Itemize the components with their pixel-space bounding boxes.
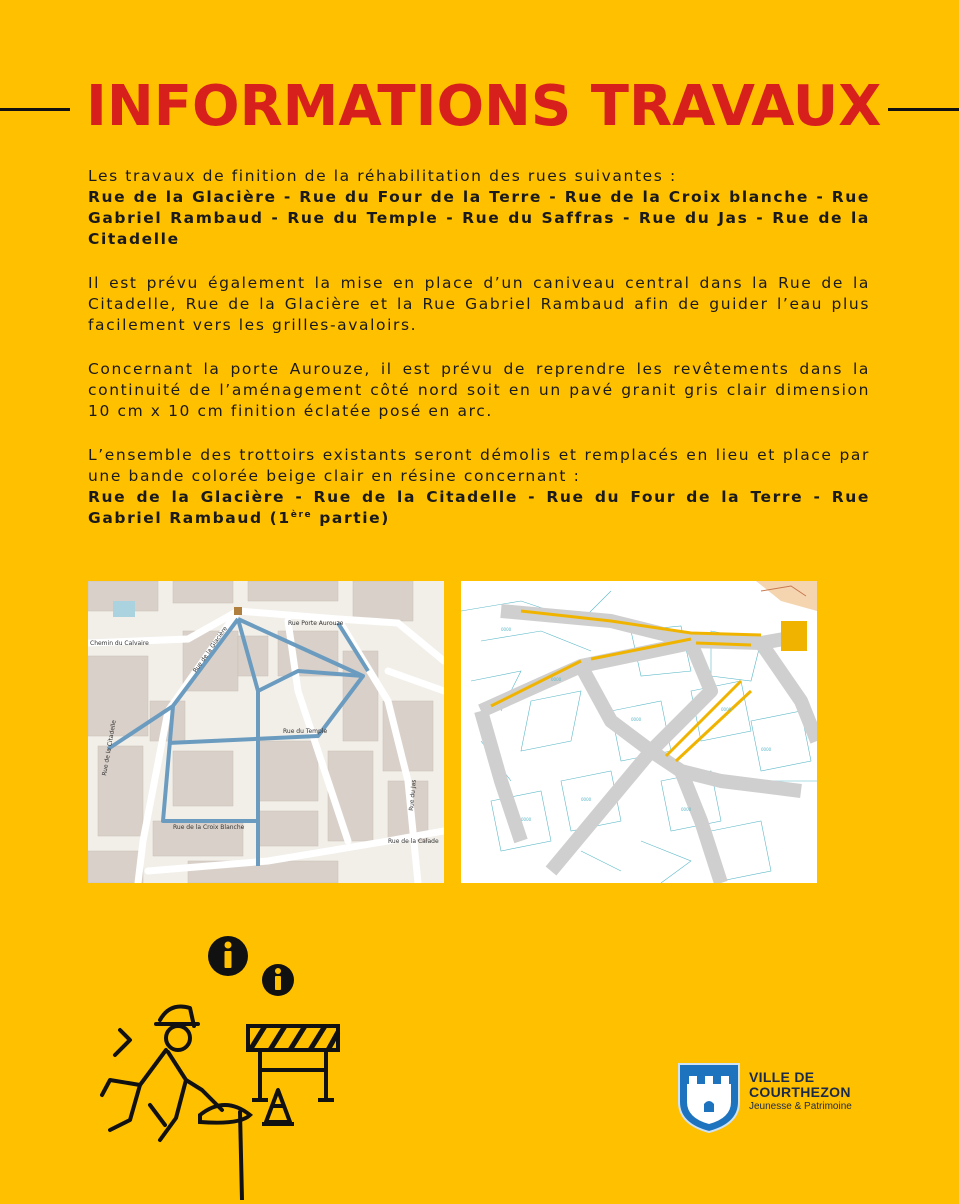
logo-text bbox=[749, 1070, 852, 1112]
paragraph-porte-aurouze: Concernant la porte Aurouze, il est prévu de reprendre les revêtements dans la continuité de l’aménagement côté nord soit en un pavé granit gris clair dimension 10 cm x 10 cm finition éclatée posé en arc. bbox=[88, 360, 870, 420]
courthezon-shield-logo bbox=[677, 1062, 741, 1134]
paragraph-trottoirs bbox=[88, 445, 870, 529]
streets-intro: Les travaux de finition de la réhabilitation des rues suivantes : bbox=[88, 167, 677, 185]
map-label-temple: Rue du Temple bbox=[283, 728, 328, 735]
worker-illustration bbox=[90, 930, 360, 1200]
road-barrier-icon bbox=[248, 1026, 338, 1100]
map-label-porte-aurouze: Rue Porte Aurouze bbox=[288, 620, 344, 627]
paragraph-streets bbox=[88, 166, 870, 250]
logo-line1: VILLE DE bbox=[749, 1069, 815, 1085]
logo-tagline: Jeunesse & Patrimoine bbox=[749, 1101, 852, 1112]
map-label-calvaire: Chemin du Calvaire bbox=[90, 640, 149, 647]
svg-text:0000: 0000 bbox=[761, 747, 772, 752]
dirt-pile bbox=[200, 1105, 250, 1123]
map-label-glaciere: Rue de la Glacière bbox=[191, 625, 229, 675]
svg-text:0000: 0000 bbox=[521, 817, 532, 822]
svg-text:0000: 0000 bbox=[501, 627, 512, 632]
info-icon bbox=[208, 936, 248, 976]
map-label-croix-blanche: Rue de la Croix Blanche bbox=[173, 824, 245, 831]
streets-list: Rue de la Glacière - Rue du Four de la Terre - Rue de la Croix blanche - Rue Gabriel Rambaud - Rue du Temple - Rue du Saffras - Rue du Jas - Rue de la Citadelle bbox=[88, 188, 870, 248]
title-rule-left bbox=[0, 108, 70, 111]
map-label-jas: Rue du Jas bbox=[408, 779, 418, 812]
town-logo bbox=[677, 1062, 877, 1134]
street-map bbox=[88, 581, 444, 883]
worker-digging-icon bbox=[102, 1007, 222, 1141]
map-label-calade: Rue de la Calade bbox=[388, 838, 439, 845]
info-icon bbox=[262, 964, 294, 996]
svg-text:0000: 0000 bbox=[721, 707, 732, 712]
svg-text:0000: 0000 bbox=[581, 797, 592, 802]
paragraph-caniveau: Il est prévu également la mise en place d’un caniveau central dans la Rue de la Citadelle, Rue de la Glacière et la Rue Gabriel Rambaud afin de guider l’eau plus facilement vers les grilles-avaloirs. bbox=[88, 274, 870, 334]
svg-text:0000: 0000 bbox=[551, 677, 562, 682]
shovel-handle bbox=[240, 1112, 242, 1200]
title-rule-right bbox=[888, 108, 959, 111]
trottoirs-intro: L’ensemble des trottoirs existants seront démolis et remplacés en lieu et place par une bande colorée beige clair en résine concernant : bbox=[88, 446, 870, 485]
traffic-cone-icon bbox=[262, 1090, 294, 1124]
technical-plan bbox=[461, 581, 817, 883]
map-label-citadelle: Rue de la Citadelle bbox=[101, 719, 118, 777]
page-title: INFORMATIONS TRAVAUX bbox=[86, 74, 882, 139]
title-row bbox=[0, 70, 959, 144]
body-text bbox=[88, 166, 870, 552]
logo-line2: COURTHEZON bbox=[749, 1084, 851, 1100]
svg-text:0000: 0000 bbox=[631, 717, 642, 722]
svg-text:0000: 0000 bbox=[681, 807, 692, 812]
trottoirs-streets: Rue de la Glacière - Rue de la Citadelle - Rue du Four de la Terre - Rue Gabriel Rambaud (1ère partie) bbox=[88, 488, 870, 527]
